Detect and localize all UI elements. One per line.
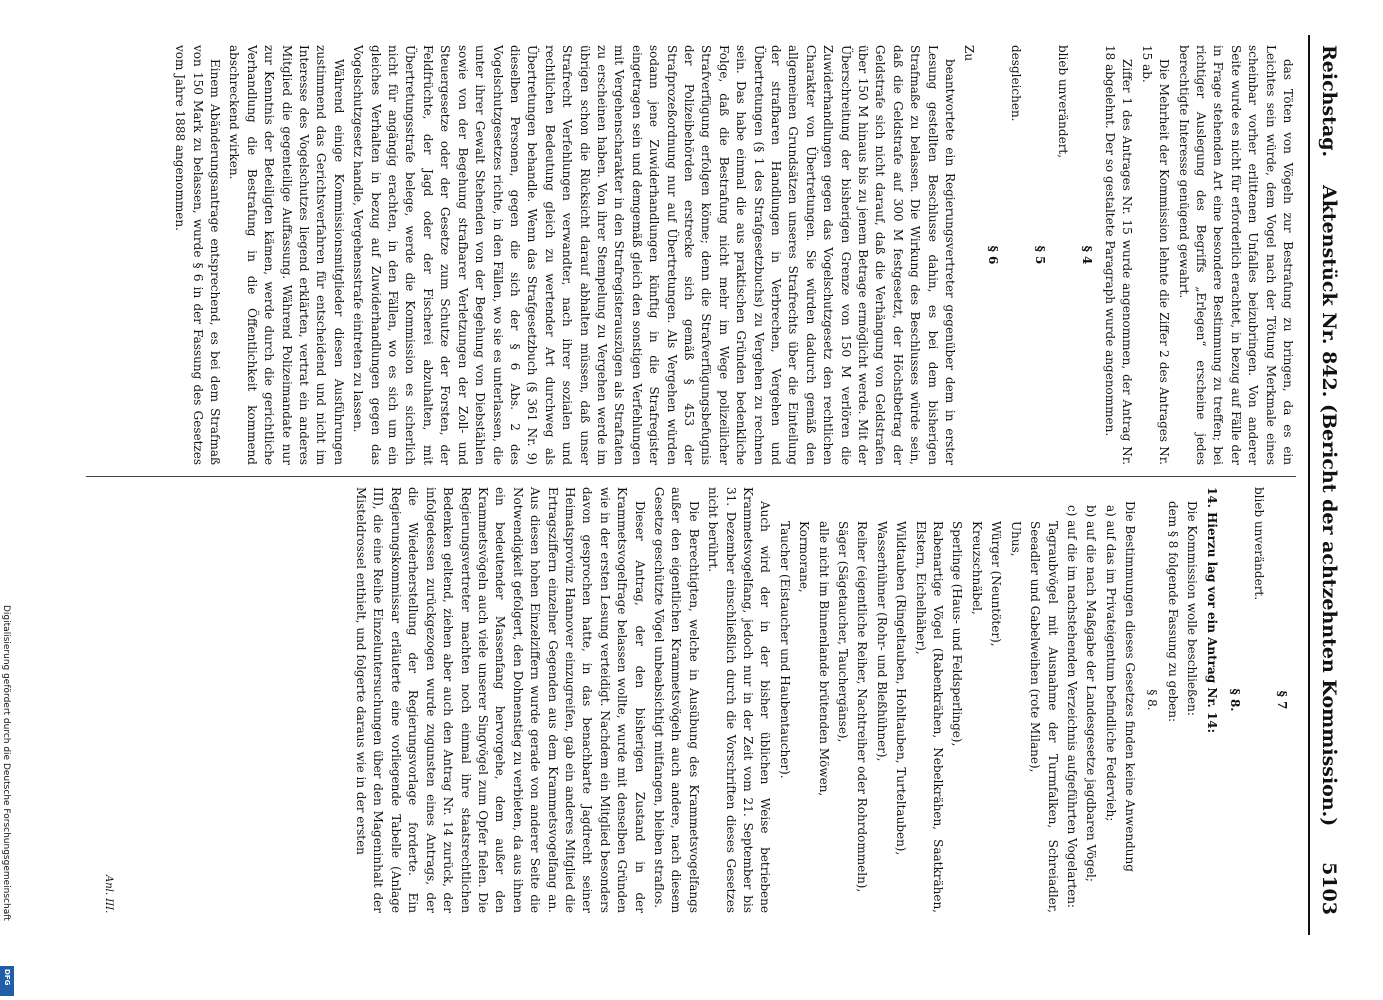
right_column-paragraph: Kormorane,	[797, 521, 812, 593]
right_column-paragraph: Wasserhühner (Rohr- und Bleßhühner),	[874, 521, 889, 762]
left_column-paragraph: § 5	[1032, 245, 1047, 265]
left_column-paragraph: das Töten von Vögeln zur Bestrafung zu bringen, da es ein Leichtes sein würde, dem Vogel nach der Tötung Merkmale eines scheinbar vorher erlittenen Unfalles beizubringen. Von anderer Seite wurde es nicht für erforderlich erachtet, in bezug auf Fälle der in Frage stehenden Art eine besondere Bestimmung zu treffen; bei richtiger Auslegung des Begriffs „Erlegen“ erscheine jedes berechtigte Interesse genügend gewahrt.	[1176, 45, 1295, 465]
right_column-paragraph: § 8.	[1144, 689, 1159, 711]
right_column-paragraph: Die Kommission wolle beschließen:	[1185, 501, 1200, 716]
right_column-paragraph: Kreuzschnäbel,	[969, 521, 984, 615]
right_column-paragraph: Uhus,	[1008, 521, 1023, 557]
page-number: 5103	[1318, 862, 1340, 915]
right_column-paragraph: Sperlinge (Haus- und Feldsperlinge),	[950, 521, 965, 747]
right_column-paragraph: § 7	[1275, 690, 1289, 710]
left_column-paragraph: Die Mehrheit der Kommission lehnte die Ziffer 2 des Antrages Nr. 15 ab.	[1139, 45, 1172, 465]
left_column-paragraph: blieb unverändert,	[1056, 45, 1071, 159]
right_column-paragraph: Tagraubvögel mit Ausnahme der Turmfalken, Schreiadler, Seeadler und Gabelweihen (rote Milane),	[1028, 521, 1060, 913]
left-column	[169, 45, 1296, 465]
right_column-paragraph: Wildtauben (Ringeltauben, Hohltauben, Turteltauben),	[894, 521, 909, 856]
right_column-paragraph: Die Bestimmungen dieses Gesetzes finden keine Anwendung	[1123, 501, 1138, 872]
left_column-paragraph: § 4	[1079, 245, 1094, 265]
left_column-paragraph: desgleichen.	[1009, 45, 1024, 122]
right_column-paragraph: Rabenartige Vögel (Rabenkrähen, Nebelkrähen, Saatkrähen, Elstern, Eichelhäher),	[913, 521, 946, 913]
left_column-paragraph: Zu	[962, 45, 977, 62]
rotated-document	[80, 35, 1350, 935]
right-column	[350, 487, 1296, 913]
right_column-paragraph: Die Berechtigten, welche in Ausübung des Krammetsvogelfangs außer den eigentlichen Krammetsvögeln auch andere, nach diesem Gesetze geschützte Vögel unbeabsichtigt mitfangen, bleiben straflos.	[652, 487, 701, 913]
header-title: Aktenstück Nr. 842. (Bericht der achtzehnten Kommission.)	[1318, 185, 1340, 827]
left_column-paragraph: Einem Abänderungsantrage entsprechend, es bei dem Strafmaß von 150 Mark zu belassen, wurde § 6 in der Fassung des Gesetzes vom Jahre 1888 angenommen.	[173, 45, 223, 465]
footer-text: Digitalisierung gefördert durch die Deutsche Forschungsgemeinschaft	[1, 605, 11, 921]
right_column-paragraph: Auch wird der in der bisher üblichen Weise betriebene Krammetsvogelfang, jedoch nur in der Zeit vom 21. September bis 31. Dezember einschließlich durch die Vorschriften dieses Gesetzes nicht berührt.	[706, 487, 773, 913]
logo-text: DFG	[3, 969, 11, 986]
left_column-paragraph: Ziffer 1 des Antrages Nr. 15 wurde angenommen, der Antrag Nr. 18 abgelehnt. Der so gestaltete Paragraph wurde angenommen.	[1102, 45, 1135, 465]
header-left: Reichstag.	[1318, 45, 1340, 158]
left_column-paragraph: beantwortete ein Regierungsvertreter gegenüber dem in erster Lesung gestellten Beschlusse dahin, es bei dem bisherigen Strafmaße zu belassen. Die Wirkung des Beschlusses würde sein, daß die Geldstrafe auf 300 M festgesetzt, der Höchstbetrag der Geldstrafe sich nicht darauf, daß die Verhängung von Geldstrafen über 150 M hinaus bis zu jenem Betrage ermöglicht werde. Mit der Überschreitung der bisherigen Grenze von 150 M verlören die Zuwiderhandlungen gegen das Vogelschutzgesetz den rechtlichen Charakter von Übertretungen. Sie würden dadurch gemäß den allgemeinen Grundsätzen unseres Strafrechts über die Einteilung der strafbaren Handlungen in Verbrechen, Vergehen und Übertretungen (§ 1 des Strafgesetzbuchs) zu Vergehen zu rechnen sein. Das habe einmal die aus praktischen Gründen bedenkliche Folge, daß die Bestrafung nicht mehr im Wege polizeilicher Strafverfügung erfolgen könne; denn die Strafverfügungsbefugnis der Polizeibehörden erstrecke sich gemäß § 453 der Strafprozeßordnung nur auf Übertretungen. Als Vergehen würden sodann jene Zuwiderhandlungen künftig in die Strafregister eingetragen sein und demgemäß gleich den sonstigen Verfehlungen mit Vergehenscharakter in den Strafregisterauszügen als Straftaten zu erscheinen haben. Von ihrer Stempelung zu Vergehen werde im übrigen schon die Rücksicht darauf abhalten müssen, daß unser Strafrecht Verfehlungen verwandter, nach ihrer sozialen und rechtlichen Bedeutung gleich zu wertender Art durchweg als Übertretungen behandle. Wenn das Strafgesetzbuch (§ 361 Nr. 9) dieselben Personen, gegen die sich der § 6 Abs. 2 des Vogelschutzgesetzes richte, in den Fällen, wo sie es unterlassen, die unter ihrer Gewalt Stehenden von der Begehung von Diebstählen sowie von der Begehung strafbarer Verletzungen der Zoll- und Steuergesetze oder der Gesetze zum Schutze der Forsten, der Feldfrüchte, der Jagd oder der Fischerei abzuhalten, mit Übertretungsstrafe belege, werde die Kommission es sicherlich nicht für angängig erachten, in den Fällen, wo es sich um ein gleiches Verhalten in bezug auf Zuwiderhandlungen gegen das Vogelschutzgesetz handle, Vergehensstrafe eintreten zu lassen.	[351, 45, 958, 465]
right_column-paragraph: dem § 8 folgende Fassung zu geben:	[1165, 501, 1180, 722]
right_column-paragraph: Dieser Antrag, der den bisherigen Zustand in der Krammetsvogelfrage belassen wollte, wurde mit denselben Gründen wie in der ersten Lesung verteidigt. Nachdem ein Mitglied besonders davon gesprochen hatte, in das benachbarte Jagdrecht seiner Heimatsprovinz Hannover einzugreifen, gab ein anderes Mitglied die Ertragsziffern einzelner Gegenden aus dem Krammetsvogelfang an. Aus diesen hohen Einzelziffern wurde gerade von anderer Seite die Notwendigkeit gefolgert, den Dohnenstieg zu verbieten, da aus ihnen ein bedeutender Massenfang hervorgehe, dem außer den Krammetsvögeln auch viele unserer Singvögel zum Opfer fielen. Die Regierungsvertreter machten noch einmal ihre staatsrechtlichen Bedenken geltend, ziehen aber auch den Antrag Nr. 14 zurück, der infolgedessen zurückgezogen wurde zugunsten eines Antrags, der die Wiederherstellung der Regierungsvorlage forderte. Ein Regierungskommissar erläuterte eine vorliegende Tabelle (Anlage III), die eine Reihe Einzeluntersuchungen über den Mageninhalt der Misteldrossel enthielt, und folgerte daraus wie in der ersten	[354, 487, 647, 913]
right_column-paragraph: blieb unverändert.	[1251, 487, 1266, 601]
right_column-paragraph: Säger (Sägetaucher, Tauchergänse),	[836, 521, 851, 743]
page-header	[1308, 35, 1350, 935]
right_column-paragraph: 14. Hierzu lag vor ein Antrag Nr. 14:	[1204, 487, 1219, 734]
right_column-paragraph: Reiher (eigentliche Reiher, Nachtreiher oder Rohrdommeln),	[855, 521, 870, 893]
right_column-paragraph: alle nicht im Binnenlande brütenden Möwen,	[816, 521, 831, 797]
margin-note: Anl. III.	[103, 875, 114, 914]
right_column-paragraph: § 8.	[1228, 688, 1243, 712]
digitization-footer	[1, 605, 13, 995]
right_column-paragraph: Würger (Neuntöter),	[989, 521, 1004, 647]
right_column-paragraph: b) auf die nach Maßgabe der Landesgesetze jagdbaren Vögel;	[1084, 505, 1099, 882]
column-divider	[86, 476, 1296, 477]
left_column-paragraph: Während einige Kommissionsmitglieder diesen Ausführungen zustimmend das Gerichtsverfahren für entscheidend und nicht im Interesse des Vogelschutzes liegend erklärten, vertrat ein anderes Mitglied die gegenteilige Auffassung. Während Polizeimandate nur zur Kenntnis der Beteiligten kämen, werde durch die gerichtliche Verhandlung die Bestrafung in die Öffentlichkeit kommend abschreckend wirken.	[227, 45, 346, 465]
right_column-paragraph: a) auf das im Privateigentum befindliche Federvieh;	[1103, 505, 1118, 822]
right_column-paragraph: c) auf die im nachstehenden Verzeichnis aufgeführten Vogelarten:	[1064, 505, 1079, 908]
left_column-paragraph: § 6	[985, 245, 1000, 265]
dfg-logo	[0, 966, 14, 996]
right_column-paragraph: Taucher (Eistaucher und Haubentaucher).	[777, 521, 792, 779]
